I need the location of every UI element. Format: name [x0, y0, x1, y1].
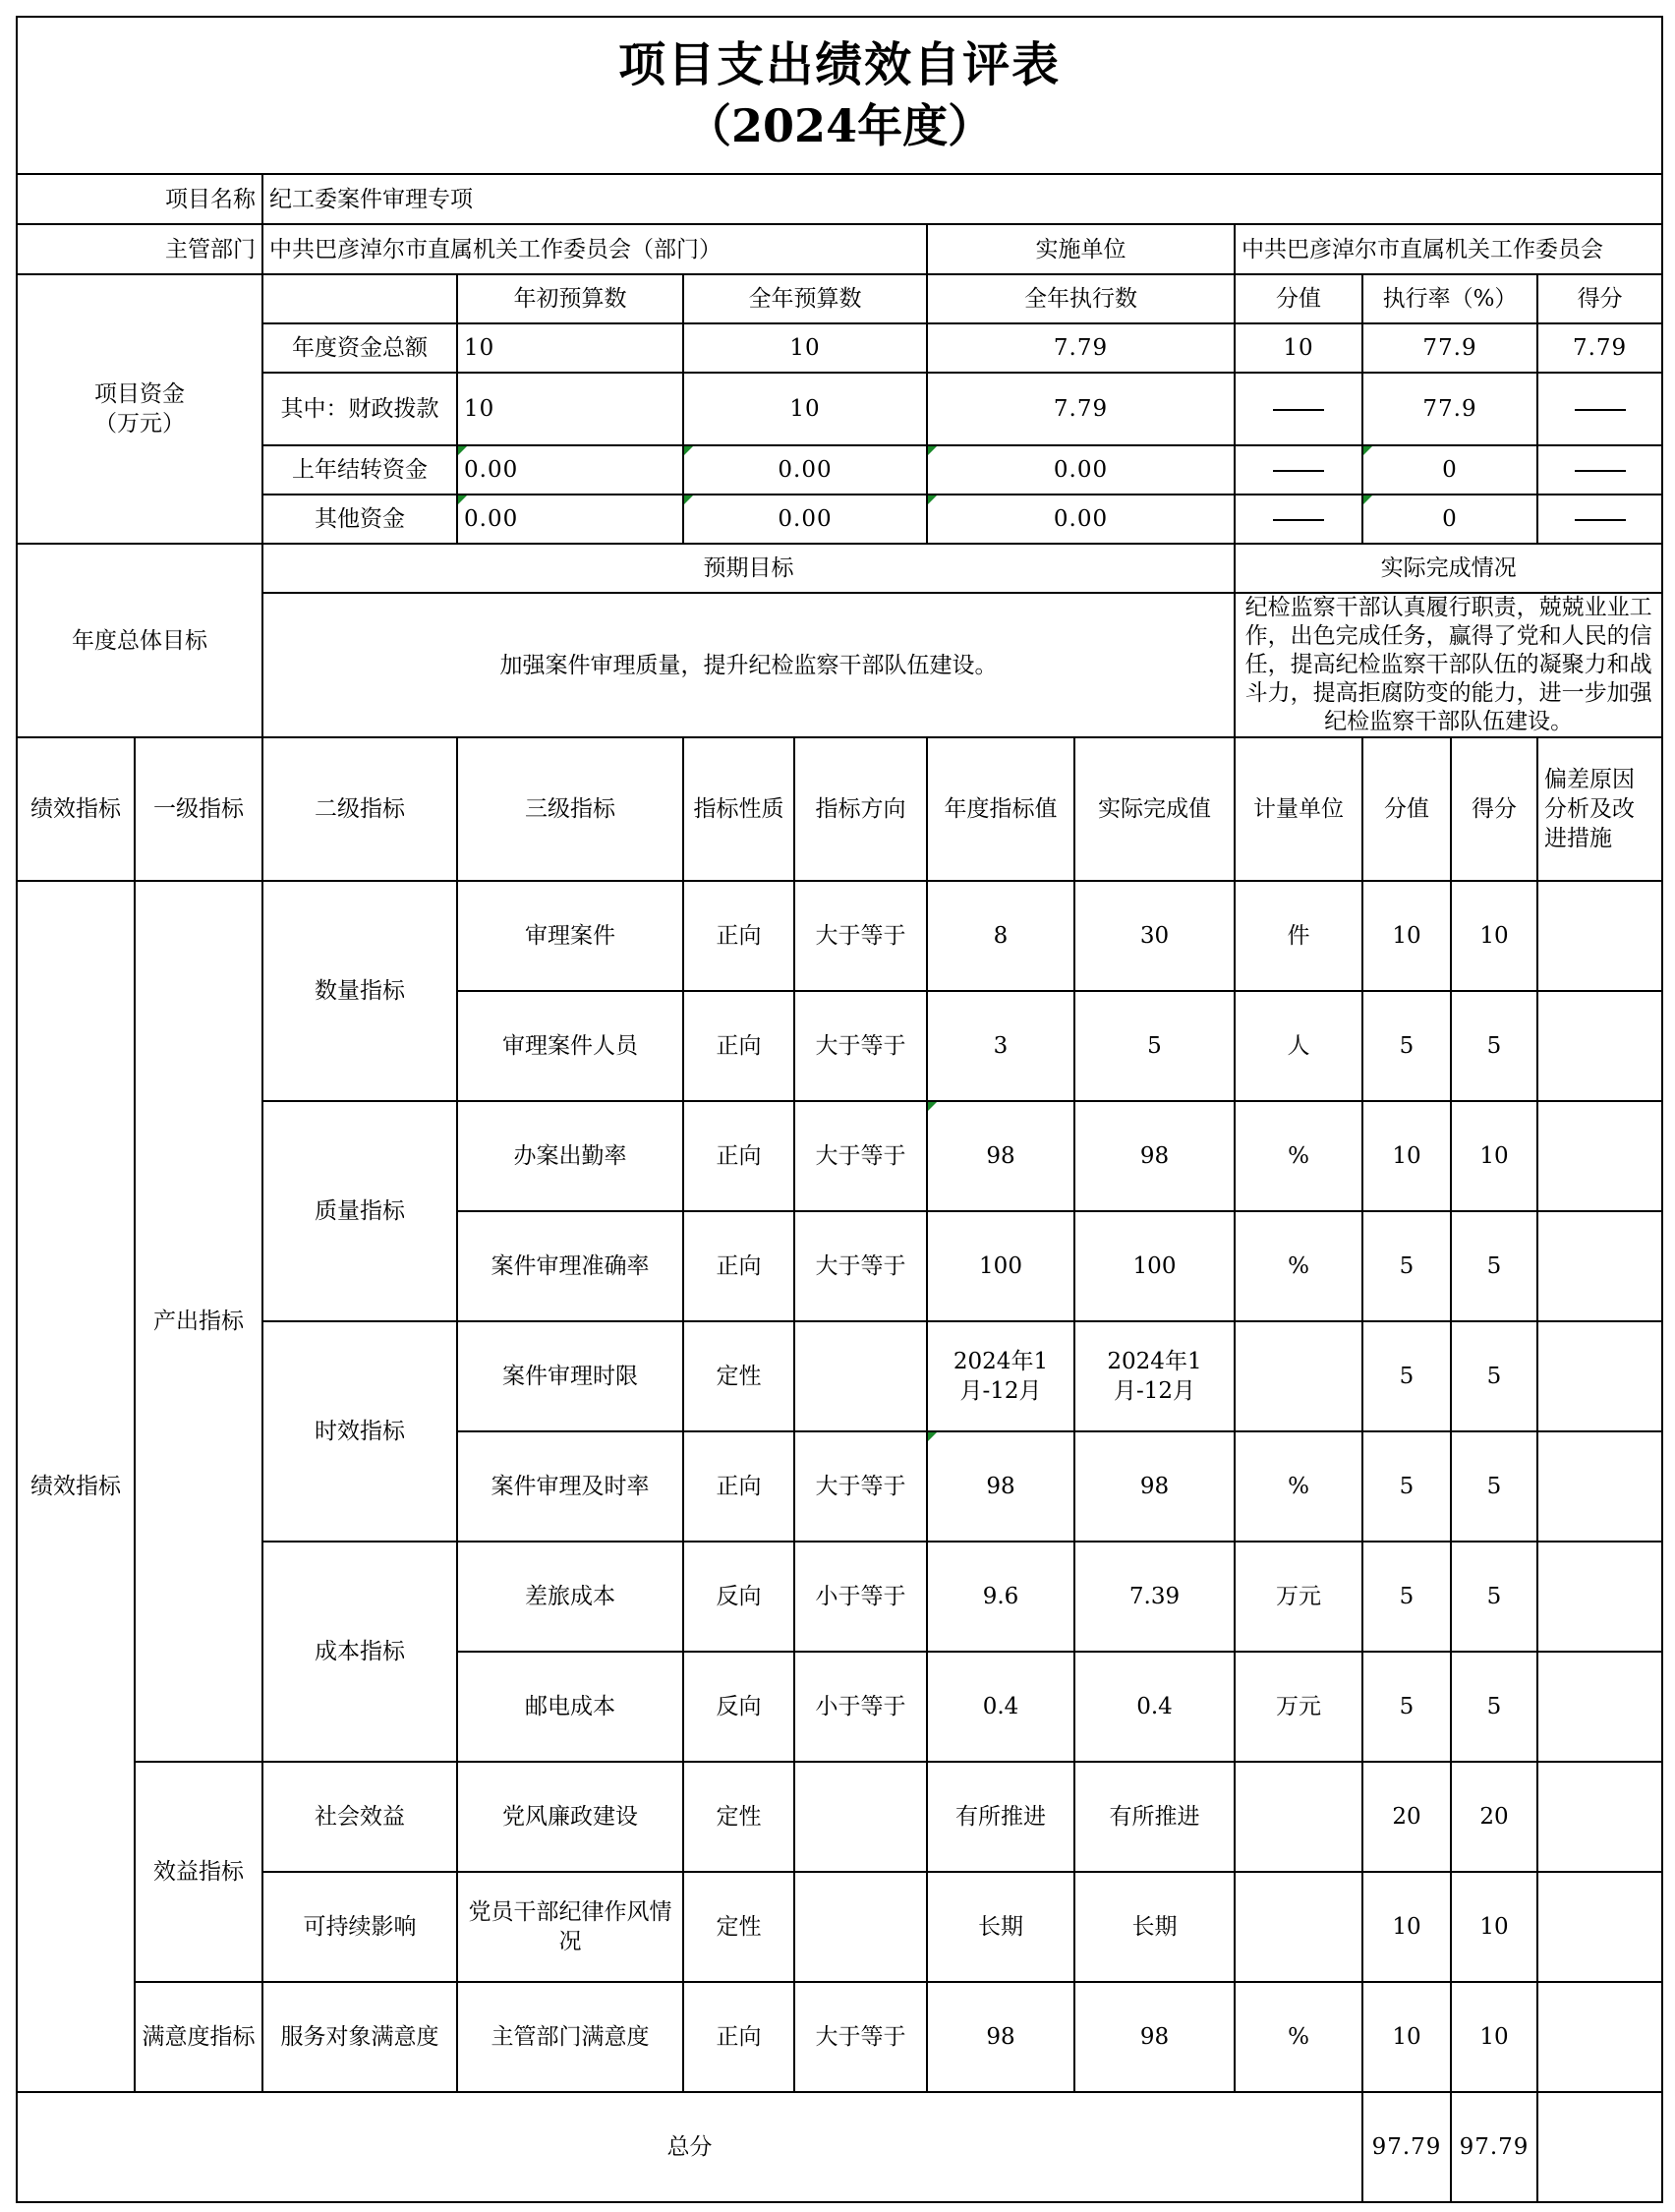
ind-header-unit: 计量单位 — [1235, 737, 1362, 881]
ind-target: 98 — [927, 1431, 1074, 1542]
ind-header-score-value: 分值 — [1362, 737, 1451, 881]
ind-name: 案件审理准确率 — [457, 1211, 683, 1321]
ind-header-score: 得分 — [1451, 737, 1537, 881]
ind-direction: 大于等于 — [794, 1101, 927, 1211]
annual-goal-label: 年度总体目标 — [17, 544, 262, 737]
ind-header-nature: 指标性质 — [683, 737, 794, 881]
ind-actual: 2024年1月-12月 — [1074, 1321, 1235, 1431]
ind-target: 9.6 — [927, 1542, 1074, 1652]
ind-header-actual: 实际完成值 — [1074, 737, 1235, 881]
ind-name: 主管部门满意度 — [457, 1982, 683, 2092]
funds-exec: 0.00 — [927, 445, 1235, 495]
ind-direction: 大于等于 — [794, 991, 927, 1101]
funds-section-label — [17, 274, 262, 544]
ind-unit: 万元 — [1235, 1542, 1362, 1652]
evaluation-table — [16, 16, 1663, 2203]
level2-service: 服务对象满意度 — [262, 1982, 457, 2092]
ind-deviation — [1537, 1321, 1662, 1431]
ind-target: 98 — [927, 1982, 1074, 2092]
funds-row-label: 其中：财政拨款 — [262, 373, 457, 445]
ind-direction: 大于等于 — [794, 1982, 927, 2092]
ind-deviation — [1537, 1542, 1662, 1652]
expected-goal-header: 预期目标 — [262, 544, 1235, 593]
ind-actual: 7.39 — [1074, 1542, 1235, 1652]
ind-direction: 大于等于 — [794, 881, 927, 991]
ind-score-value: 5 — [1362, 991, 1451, 1101]
ind-name: 邮电成本 — [457, 1652, 683, 1762]
funds-score-dash — [1537, 445, 1662, 495]
ind-header-section: 绩效指标 — [17, 737, 135, 881]
funds-initial: 10 — [457, 373, 683, 445]
funds-full: 10 — [683, 323, 927, 373]
funds-rate: 0 — [1362, 445, 1537, 495]
total-score-value: 97.79 — [1362, 2092, 1451, 2202]
funds-row-label: 年度资金总额 — [262, 323, 457, 373]
ind-score-value: 5 — [1362, 1321, 1451, 1431]
ind-nature: 定性 — [683, 1872, 794, 1982]
ind-nature: 定性 — [683, 1762, 794, 1872]
ind-deviation — [1537, 1211, 1662, 1321]
ind-actual: 100 — [1074, 1211, 1235, 1321]
funds-full: 10 — [683, 373, 927, 445]
funds-score: 7.79 — [1537, 323, 1662, 373]
ind-actual: 98 — [1074, 1431, 1235, 1542]
funds-header-rate: 执行率（%） — [1362, 274, 1537, 323]
ind-actual: 有所推进 — [1074, 1762, 1235, 1872]
funds-exec: 0.00 — [927, 495, 1235, 544]
total-score: 97.79 — [1451, 2092, 1537, 2202]
ind-deviation — [1537, 1431, 1662, 1542]
funds-initial: 0.00 — [457, 495, 683, 544]
ind-score: 10 — [1451, 881, 1537, 991]
actual-result-header: 实际完成情况 — [1235, 544, 1662, 593]
ind-deviation — [1537, 1652, 1662, 1762]
funds-header-score-value: 分值 — [1235, 274, 1362, 323]
ind-deviation — [1537, 1762, 1662, 1872]
project-name-label: 项目名称 — [17, 174, 262, 224]
funds-header-full: 全年预算数 — [683, 274, 927, 323]
funds-exec: 7.79 — [927, 323, 1235, 373]
ind-score-value: 10 — [1362, 1982, 1451, 2092]
ind-header-target: 年度指标值 — [927, 737, 1074, 881]
ind-nature: 正向 — [683, 1211, 794, 1321]
ind-score-value: 5 — [1362, 1431, 1451, 1542]
ind-score-value: 5 — [1362, 1211, 1451, 1321]
funds-rate: 77.9 — [1362, 373, 1537, 445]
ind-direction: 小于等于 — [794, 1652, 927, 1762]
ind-unit — [1235, 1321, 1362, 1431]
title-block — [17, 17, 1662, 174]
ind-name: 办案出勤率 — [457, 1101, 683, 1211]
ind-nature: 正向 — [683, 881, 794, 991]
ind-actual: 5 — [1074, 991, 1235, 1101]
ind-target: 2024年1月-12月 — [927, 1321, 1074, 1431]
actual-result-text: 纪检监察干部认真履行职责，兢兢业业工作，出色完成任务，赢得了党和人民的信任，提高纪检监察干部队伍的凝聚力和战斗力，提高拒腐防变的能力，进一步加强纪检监察干部队伍建设。 — [1235, 593, 1662, 737]
funds-score-value-dash — [1235, 445, 1362, 495]
ind-unit: % — [1235, 1431, 1362, 1542]
funds-full: 0.00 — [683, 495, 927, 544]
funds-exec: 7.79 — [927, 373, 1235, 445]
funds-label-line1: 项目资金 — [94, 381, 185, 407]
funds-header-score: 得分 — [1537, 274, 1662, 323]
level1-output: 产出指标 — [135, 881, 262, 1762]
page-subtitle: （2024年度） — [686, 99, 994, 152]
ind-target: 100 — [927, 1211, 1074, 1321]
ind-target: 长期 — [927, 1872, 1074, 1982]
ind-name: 党风廉政建设 — [457, 1762, 683, 1872]
ind-header-level1: 一级指标 — [135, 737, 262, 881]
page-title: 项目支出绩效自评表 — [618, 37, 1062, 92]
ind-target: 3 — [927, 991, 1074, 1101]
ind-name: 案件审理及时率 — [457, 1431, 683, 1542]
ind-score: 20 — [1451, 1762, 1537, 1872]
funds-header-blank — [262, 274, 457, 323]
level2-cost: 成本指标 — [262, 1542, 457, 1762]
ind-score: 5 — [1451, 1652, 1537, 1762]
ind-score: 5 — [1451, 1211, 1537, 1321]
ind-unit: 万元 — [1235, 1652, 1362, 1762]
ind-unit: % — [1235, 1211, 1362, 1321]
ind-deviation — [1537, 991, 1662, 1101]
ind-target: 8 — [927, 881, 1074, 991]
ind-direction: 大于等于 — [794, 1431, 927, 1542]
ind-target: 有所推进 — [927, 1762, 1074, 1872]
funds-label-line2: （万元） — [94, 411, 185, 437]
ind-name: 差旅成本 — [457, 1542, 683, 1652]
ind-nature: 正向 — [683, 1101, 794, 1211]
ind-actual: 30 — [1074, 881, 1235, 991]
funds-initial: 0.00 — [457, 445, 683, 495]
evaluation-sheet — [16, 16, 1661, 2203]
funds-score-dash — [1537, 373, 1662, 445]
ind-unit: 件 — [1235, 881, 1362, 991]
ind-score-value: 10 — [1362, 1101, 1451, 1211]
ind-direction: 小于等于 — [794, 1542, 927, 1652]
total-deviation — [1537, 2092, 1662, 2202]
ind-nature: 反向 — [683, 1652, 794, 1762]
funds-score-dash — [1537, 495, 1662, 544]
funds-full: 0.00 — [683, 445, 927, 495]
level1-benefit: 效益指标 — [135, 1762, 262, 1982]
ind-name: 党员干部纪律作风情况 — [457, 1872, 683, 1982]
ind-score: 5 — [1451, 1542, 1537, 1652]
level2-timeliness: 时效指标 — [262, 1321, 457, 1542]
ind-header-level2: 二级指标 — [262, 737, 457, 881]
ind-target: 98 — [927, 1101, 1074, 1211]
ind-unit: % — [1235, 1982, 1362, 2092]
ind-score-value: 10 — [1362, 881, 1451, 991]
ind-header-deviation: 偏差原因分析及改进措施 — [1537, 737, 1662, 881]
ind-unit — [1235, 1762, 1362, 1872]
level2-social: 社会效益 — [262, 1762, 457, 1872]
ind-score-value: 5 — [1362, 1542, 1451, 1652]
funds-initial: 10 — [457, 323, 683, 373]
impl-unit-value: 中共巴彦淖尔市直属机关工作委员会 — [1235, 224, 1662, 274]
ind-direction — [794, 1762, 927, 1872]
ind-score-value: 10 — [1362, 1872, 1451, 1982]
ind-score: 10 — [1451, 1872, 1537, 1982]
funds-rate: 0 — [1362, 495, 1537, 544]
ind-nature: 正向 — [683, 991, 794, 1101]
ind-nature: 正向 — [683, 1982, 794, 2092]
dept-label: 主管部门 — [17, 224, 262, 274]
funds-score-value-dash — [1235, 495, 1362, 544]
project-name-value: 纪工委案件审理专项 — [262, 174, 1662, 224]
level2-quality: 质量指标 — [262, 1101, 457, 1321]
ind-unit: % — [1235, 1101, 1362, 1211]
ind-score: 10 — [1451, 1101, 1537, 1211]
ind-actual: 0.4 — [1074, 1652, 1235, 1762]
funds-row-label: 上年结转资金 — [262, 445, 457, 495]
ind-nature: 反向 — [683, 1542, 794, 1652]
ind-nature: 正向 — [683, 1431, 794, 1542]
ind-target: 0.4 — [927, 1652, 1074, 1762]
ind-actual: 98 — [1074, 1101, 1235, 1211]
funds-header-exec: 全年执行数 — [927, 274, 1235, 323]
ind-actual: 长期 — [1074, 1872, 1235, 1982]
ind-score: 5 — [1451, 1321, 1537, 1431]
ind-name: 审理案件 — [457, 881, 683, 991]
ind-actual: 98 — [1074, 1982, 1235, 2092]
level1-satisfaction: 满意度指标 — [135, 1982, 262, 2092]
ind-direction — [794, 1321, 927, 1431]
ind-deviation — [1537, 1101, 1662, 1211]
ind-name: 审理案件人员 — [457, 991, 683, 1101]
ind-score: 5 — [1451, 991, 1537, 1101]
ind-unit: 人 — [1235, 991, 1362, 1101]
funds-score-value-dash — [1235, 373, 1362, 445]
funds-score-value: 10 — [1235, 323, 1362, 373]
ind-header-direction: 指标方向 — [794, 737, 927, 881]
ind-name: 案件审理时限 — [457, 1321, 683, 1431]
level2-quantity: 数量指标 — [262, 881, 457, 1101]
total-label: 总分 — [17, 2092, 1362, 2202]
ind-deviation — [1537, 881, 1662, 991]
ind-unit — [1235, 1872, 1362, 1982]
impl-unit-label: 实施单位 — [927, 224, 1235, 274]
ind-nature: 定性 — [683, 1321, 794, 1431]
ind-direction — [794, 1872, 927, 1982]
dept-value: 中共巴彦淖尔市直属机关工作委员会（部门） — [262, 224, 927, 274]
level2-sustain: 可持续影响 — [262, 1872, 457, 1982]
funds-header-initial: 年初预算数 — [457, 274, 683, 323]
ind-score: 5 — [1451, 1431, 1537, 1542]
funds-rate: 77.9 — [1362, 323, 1537, 373]
ind-header-level3: 三级指标 — [457, 737, 683, 881]
ind-score: 10 — [1451, 1982, 1537, 2092]
ind-score-value: 20 — [1362, 1762, 1451, 1872]
ind-deviation — [1537, 1872, 1662, 1982]
funds-row-label: 其他资金 — [262, 495, 457, 544]
ind-score-value: 5 — [1362, 1652, 1451, 1762]
expected-goal-text: 加强案件审理质量，提升纪检监察干部队伍建设。 — [262, 593, 1235, 737]
ind-direction: 大于等于 — [794, 1211, 927, 1321]
ind-deviation — [1537, 1982, 1662, 2092]
ind-section-label: 绩效指标 — [17, 881, 135, 2092]
